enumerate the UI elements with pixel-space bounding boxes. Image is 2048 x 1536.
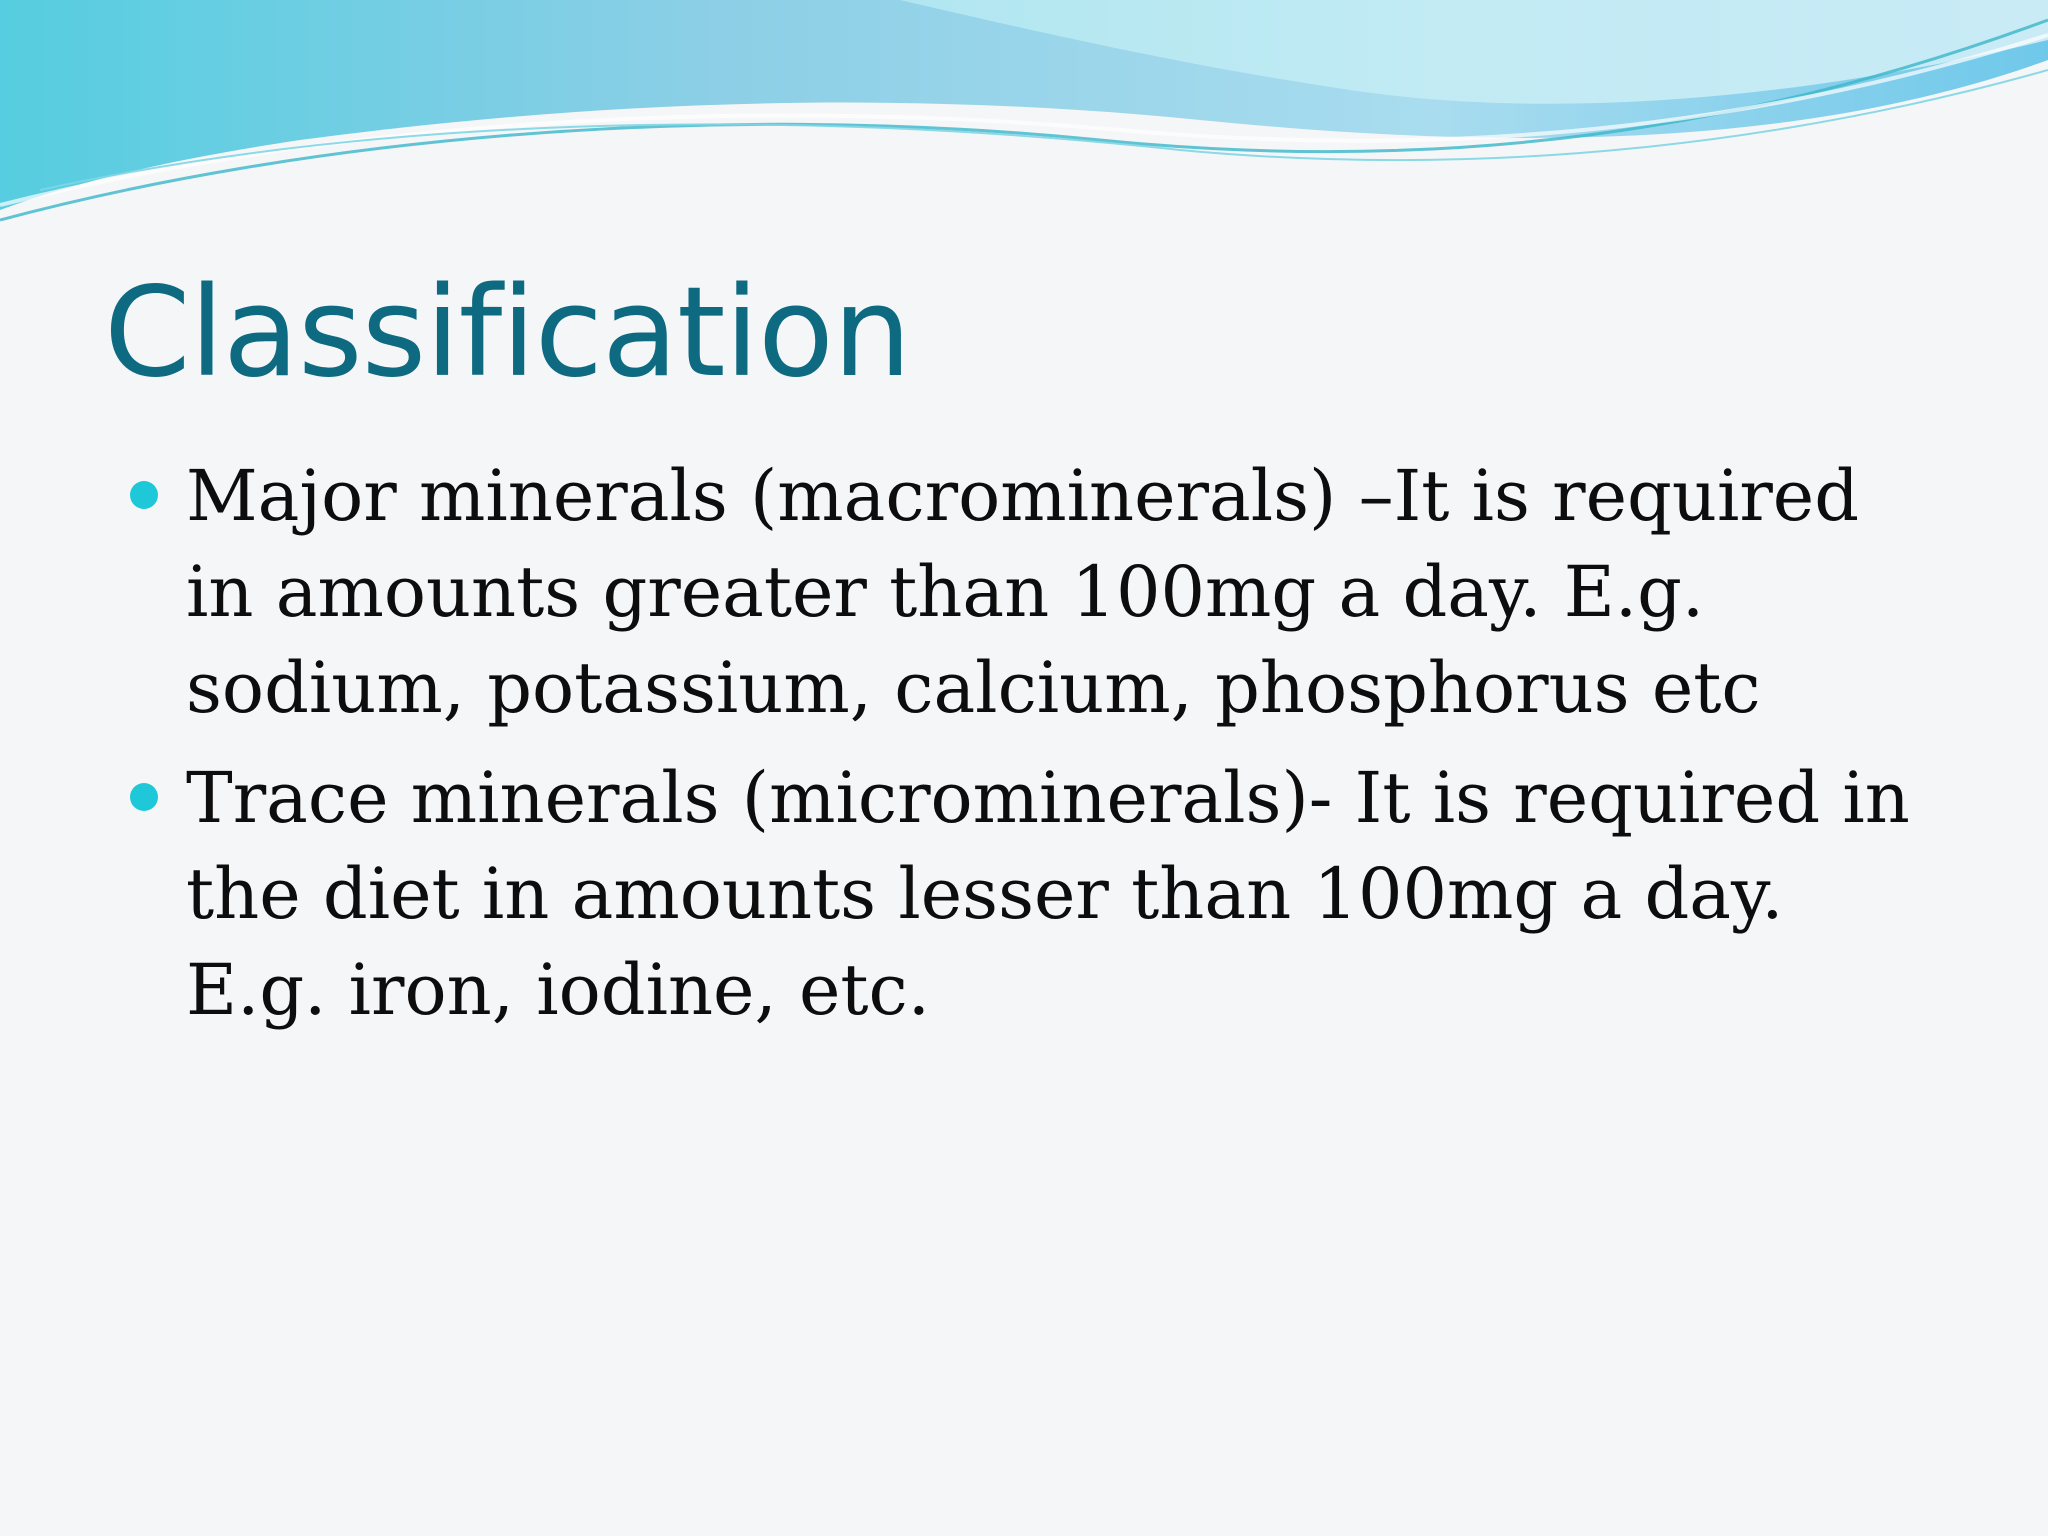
bullet-item-major-minerals <box>130 448 1920 736</box>
slide-title: Classification <box>104 261 911 405</box>
bullet-item-trace-minerals <box>130 750 1920 1038</box>
bullet-text: Major minerals (macrominerals) –It is required in amounts greater than 100mg a day. E.g. sodium, potassium, calcium, phosphorus etc <box>186 455 1860 729</box>
bullet-text: Trace minerals (microminerals)- It is required in the diet in amounts lesser than 100mg a day. E.g. iron, iodine, etc. <box>186 757 1910 1031</box>
header-wave-decoration <box>0 0 2048 240</box>
bullet-dot-icon <box>130 783 158 811</box>
bullet-dot-icon <box>130 481 158 509</box>
bullet-list <box>130 448 1920 1052</box>
